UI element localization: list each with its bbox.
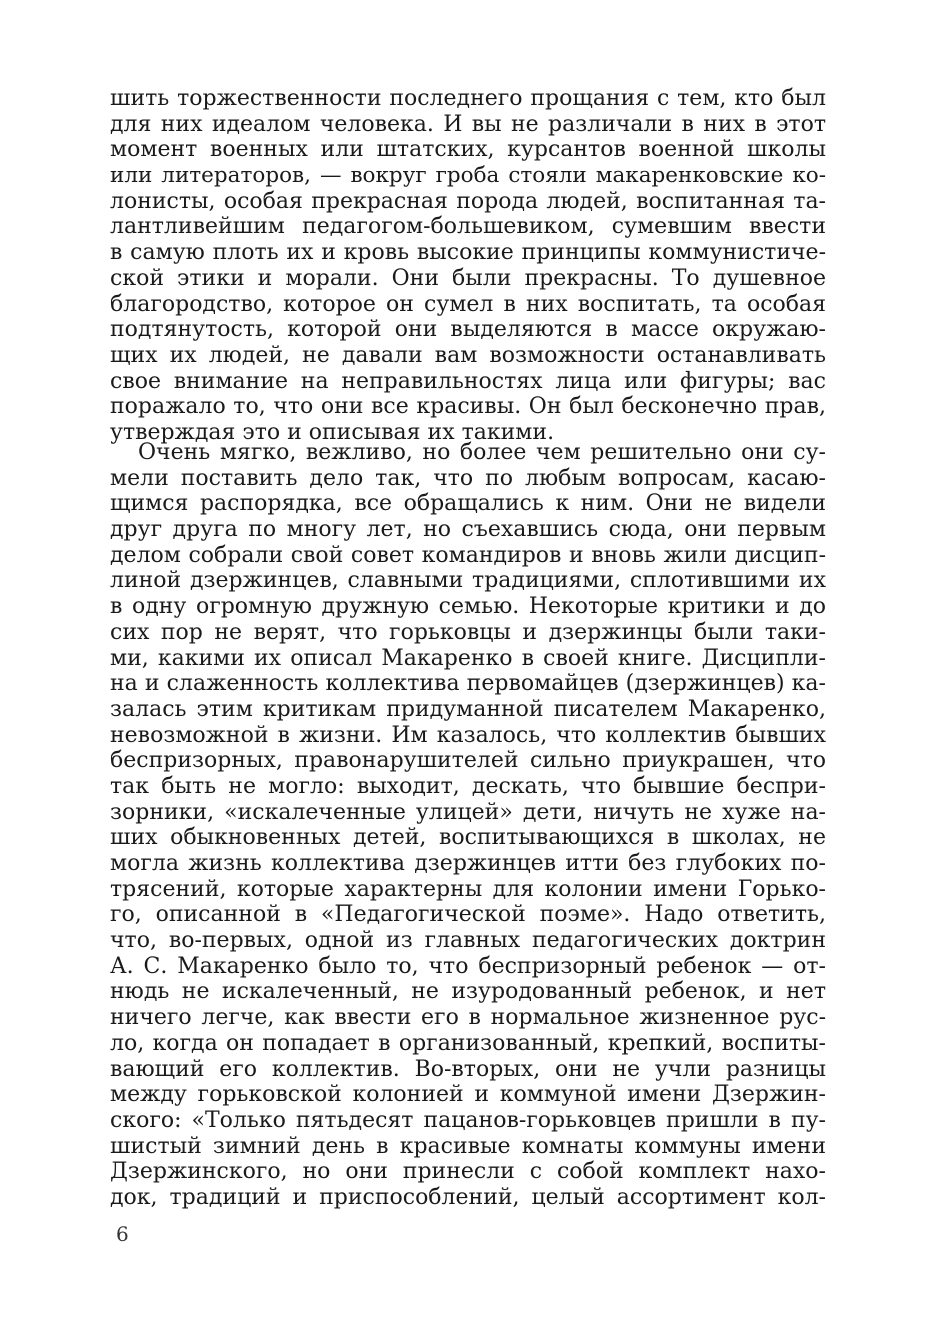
text-line: шить торжественности последнего прощания с тем, кто был [110,86,826,111]
text-line: ло, когда он попадает в организованный, крепкий, воспиты- [110,1030,826,1056]
text-line: так быть не могло: выходит, дескать, что бывшие беспри- [110,773,826,799]
text-line: лонисты, особая прекрасная порода людей, воспитанная та- [110,188,826,214]
text-line: Очень мягко, вежливо, но более чем решительно они су- [138,440,826,465]
text-line: момент военных или штатских, курсантов военной школы [110,137,826,163]
text-line: ского: «Только пятьдесят пацанов-горьковцев пришли в пу- [110,1107,826,1133]
text-line: между горьковской колонией и коммуной имени Дзержин- [110,1082,826,1108]
text-line: ской этики и морали. Они были прекрасны. То душевное [110,265,826,291]
text-line: поражало то, что они все красивы. Он был бесконечно прав, [110,394,826,420]
text-line: в одну огромную дружную семью. Некоторые критики и до [110,594,826,620]
text-line: мели поставить дело так, что по любым вопросам, касаю- [110,465,826,491]
text-line: ничего легче, как ввести его в нормальное жизненное рус- [110,1005,826,1031]
paragraph-2 [110,440,826,1211]
text-line: свое внимание на неправильностях лица или фигуры; вас [110,368,826,394]
text-line: лантливейшим педагогом-большевиком, сумевшим ввести [110,214,826,240]
text-line: зорники, «искалеченные улицей» дети, ничуть не хуже на- [110,799,826,825]
text-line: щимся распорядка, все обращались к ним. Они не видели [110,491,826,517]
text-line: Дзержинского, но они принесли с собой комплект нахо- [110,1159,826,1185]
text-line: друг друга по многу лет, но съехавшись сюда, они первым [110,517,826,543]
text-line: вающий его коллектив. Во-вторых, они не учли разницы [110,1056,826,1082]
text-line: могла жизнь коллектива дзержинцев итти без глубоких по- [110,851,826,876]
text-line: утверждая это и описывая их такими. [110,419,555,445]
text-line: делом собрали свой совет командиров и вновь жили дисцип- [110,542,826,568]
text-line: невозможной в жизни. Им казалось, что коллектив бывших [110,722,826,748]
text-line: беспризорных, правонарушителей сильно приукрашен, что [110,748,826,774]
text-line: в самую плоть их и кровь высокие принципы коммунистиче- [110,240,826,266]
paragraph-1 [110,86,826,446]
text-line: на и слаженность коллектива первомайцев (дзержинцев) ка- [110,671,826,697]
page-number: 6 [116,1222,129,1246]
text-line: что, во-первых, одной из главных педагогических доктрин [110,928,826,954]
text-line: ми, какими их описал Макаренко в своей книге. Дисципли- [110,645,826,671]
text-line: для них идеалом человека. И вы не различали в них в этот [110,111,826,137]
text-line: подтянутость, которой они выделяются в массе окружаю- [110,317,826,343]
text-line: щих их людей, не давали вам возможности останавливать [110,342,826,368]
text-line: нюдь не искалеченный, не изуродованный ребенок, и нет [110,979,826,1005]
text-line: залась этим критикам придуманной писателем Макаренко, [110,696,826,722]
text-line: А. С. Макаренко было то, что беспризорный ребенок — от- [110,953,826,979]
text-line: линой дзержинцев, славными традициями, сплотившими их [110,568,826,594]
text-line: ших обыкновенных детей, воспитывающихся в школах, не [110,825,826,851]
text-line: док, традиций и приспособлений, целый ассортимент кол- [110,1184,826,1210]
text-line: го, описанной в «Педагогической поэме». Надо ответить, [110,902,826,928]
text-line: благородство, которое он сумел в них воспитать, та особая [110,291,826,317]
text-line: или литераторов, — вокруг гроба стояли макаренковские ко- [110,163,826,189]
text-line: сих пор не верят, что горьковцы и дзержинцы были таки- [110,619,826,645]
text-line: трясений, которые характерны для колонии имени Горько- [110,876,826,902]
text-line: шистый зимний день в красивые комнаты коммуны имени [110,1133,826,1159]
